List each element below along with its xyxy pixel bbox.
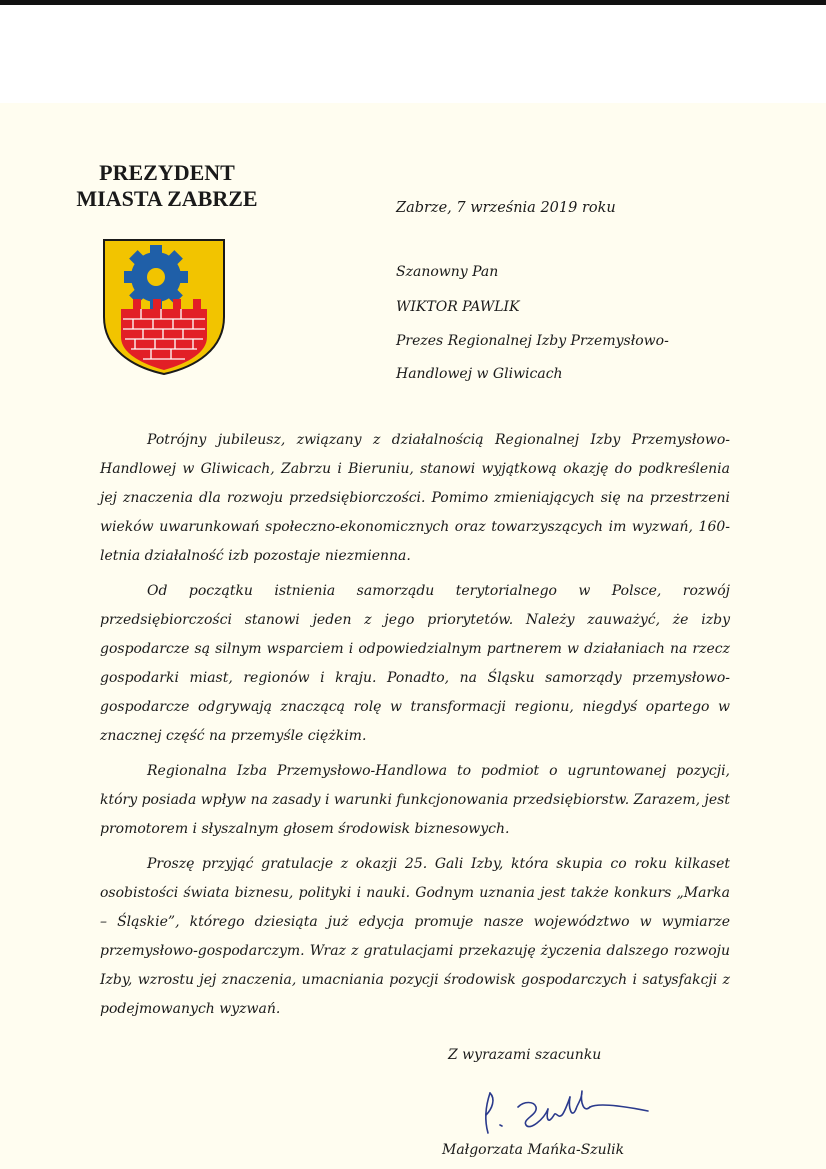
- top-edge-bar: [0, 0, 826, 5]
- body-paragraph: Potrójny jubileusz, związany z działalnością Regionalnej Izby Przemysłowo-Handlowej w Gliwicach, Zabrzu i Bieruniu, stanowi wyjątkową okazję do podkreślenia jej znaczenia dla rozwoju przedsiębiorczości. Pomimo zmieniających się na przestrzeni wieków uwarunkowań społeczno-ekonomicznych oraz towarzyszących im wyzwań, 160-letnia działalność izb pozostaje niezmienna.: [100, 432, 730, 564]
- body-paragraph: Proszę przyjąć gratulacje z okazji 25. Gali Izby, która skupia co roku kilkaset osobistości świata biznesu, polityki i nauki. Godnym uznania jest także konkurs „Marka – Śląskie”, którego dziesiąta już edycja promuje nasze województwo w wymiarze przemysłowo-gospodarczym. Wraz z gratulacjami przekazuję życzenia dalszego rozwoju Izby, wzrostu jej znaczenia, umacniania pozycji środowisk gospodarczych i satysfakcji z podejmowanych wyzwań.: [100, 856, 730, 1017]
- handwritten-signature-icon: [478, 1085, 668, 1137]
- letterhead-line-1: PREZYDENT: [99, 160, 235, 185]
- recipient-position-line-1: Prezes Regionalnej Izby Przemysłowo-: [396, 333, 669, 349]
- signer-name: Małgorzata Mańka-Szulik: [442, 1142, 625, 1158]
- closing-phrase: Z wyrazami szacunku: [448, 1047, 602, 1063]
- letter-date: Zabrze, 7 września 2019 roku: [396, 200, 616, 216]
- letter-body: [100, 426, 730, 1030]
- letterhead-title: [62, 160, 272, 212]
- recipient-name: WIKTOR PAWLIK: [396, 299, 520, 315]
- letterhead-line-2: MIASTA ZABRZE: [76, 186, 258, 211]
- recipient-salutation: Szanowny Pan: [396, 264, 499, 280]
- recipient-position-line-2: Handlowej w Gliwicach: [396, 366, 563, 382]
- body-paragraph: Regionalna Izba Przemysłowo-Handlowa to podmiot o ugruntowanej pozycji, który posiada wpływ na zasady i warunki funkcjonowania przedsiębiorstw. Zarazem, jest promotorem i słyszalnym głosem środowisk biznesowych.: [100, 763, 730, 837]
- body-paragraph: Od początku istnienia samorządu terytorialnego w Polsce, rozwój przedsiębiorczości stanowi jeden z jego priorytetów. Należy zauważyć, że izby gospodarcze są silnym wsparciem i odpowiedzialnym partnerem w działaniach na rzecz gospodarki miast, regionów i kraju. Ponadto, na Śląsku samorządy przemysłowo-gospodarcze odgrywają znaczącą rolę w transformacji regionu, niegdyś opartego w znacznej część na przemyśle ciężkim.: [100, 583, 730, 744]
- zabrze-coat-of-arms-icon: [101, 237, 227, 377]
